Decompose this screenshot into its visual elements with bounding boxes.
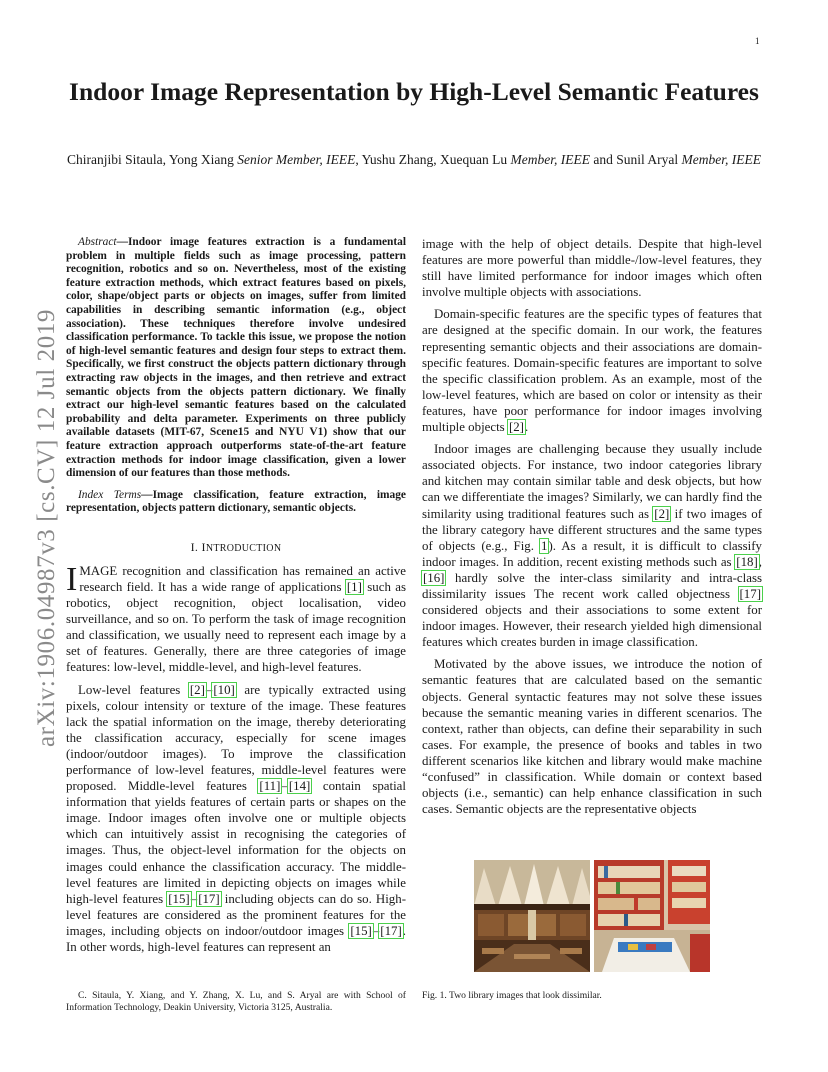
abstract: Abstract—Indoor image features extraction is a fundamental problem in multiple fields such as image processing, pattern recognition, robotics and so on. Nevertheless, most of the existing feature extraction methods, which extract features based on pixels, color, shape/object parts or objects on images, suffer from limited capabilities in describing semantic information (e.g., object association). These techniques therefore involve undesired classification performance. To tackle this issue, we propose the notion of high-level semantic features and design four steps to extract them. Specifically, we first construct the objects pattern dictionary through extracting raw objects in the images, and then retrieve and extract semantic objects from the objects pattern dictionary. We finally extract our high-level semantic features based on the calculated probability and delta parameter. Experiments on three publicly available datasets (MIT-67, Scene15 and NYU V1) show that our feature extraction approach outperforms state-of-the-art feature extraction methods for indoor image classification, given a lower dimension of our features than those methods. bbox=[66, 236, 406, 480]
left-column bbox=[66, 236, 406, 961]
intro-paragraph-2: Low-level features [2]–[10] are typically extracted using pixels, colour intensity or texture of the image. These features lack the spatial information on the image, thereby deteriorating the classification accuracy, especially for scene images (indoor/outdoor images). To improve the classification performance of low-level features, middle-level features were proposed. Middle-level features [11]–[14] contain spatial information that yields features of certain parts or shapes on the image. Indoor images often involve one or multiple objects which can intuitively assist in recognising the categories of images. Thus, the object-level information for the objects on images could enhance the classification accuracy. The middle-level features are limited in depicting objects on images while high-level features [15]–[17] including objects can do so. High-level features are considered as the prominent features for the images, including objects on indoor/outdoor images [15]–[17]. In other words, high-level features can represent an bbox=[66, 682, 406, 955]
citation-link[interactable]: [15] bbox=[350, 923, 372, 938]
page-number: 1 bbox=[755, 36, 760, 46]
author-list: Chiranjibi Sitaula, Yong Xiang Senior Member, IEEE, Yushu Zhang, Xuequan Lu Member, IEEE and Sunil Aryal Member, IEEE bbox=[67, 152, 761, 167]
citation-link[interactable]: [10] bbox=[213, 682, 235, 697]
right-column bbox=[422, 236, 762, 823]
index-terms: Index Terms—Image classification, feature extraction, image representation, objects pattern dictionary, semantic objects. bbox=[66, 488, 406, 515]
right-paragraph-2: Domain-specific features are the specific types of features that are designed at the specific domain. In our work, the features representing semantic objects and their associations are domain-specific features. Domain-specific features are important to solve the specific classification problem. As an example, most of the low-level features, which are based on color or intensity as their features, have poor performance for indoor images involving multiple objects [2]. bbox=[422, 307, 762, 435]
citation-link[interactable]: [14] bbox=[288, 779, 311, 794]
citation-link[interactable]: [2] bbox=[189, 682, 205, 697]
affiliation-footnote: C. Sitaula, Y. Xiang, and Y. Zhang, X. Lu, and S. Aryal are with School of Information Technology, Deakin University, Victoria 3125, Australia. bbox=[66, 990, 406, 1013]
citation-link[interactable]: [15] bbox=[168, 891, 190, 906]
intro-paragraph-1: IMAGE recognition and classification has remained an active research field. It has a wide range of applications [1] such as robotics, object recognition, object localisation, video surveillance, and so on. To perform the task of image recognition and classification, we usually need to represent each image by a set of features. Generally, there are three categories of image features: low-level, middle-level, and high-level features. bbox=[66, 560, 406, 675]
drop-cap: I bbox=[66, 560, 78, 598]
citation-link[interactable]: [11] bbox=[259, 779, 281, 794]
citation-link[interactable]: [18] bbox=[736, 554, 758, 569]
citation-link[interactable]: [2] bbox=[508, 420, 524, 435]
right-paragraph-4: Motivated by the above issues, we introduce the notion of semantic features that are calculated based on the semantic objects. General syntactic features may not solve these issues because the semantic meaning varies in different scenarios. The context, rather than objects, can define their separability in such cases. For example, the presence of books and tables in two different scenarios like kitchen and library would make machine “confused” in classification. While domain or context based objects (i.e., semantic) can help enhance classification in such cases. Semantic objects are the representative objects bbox=[422, 657, 762, 817]
citation-link[interactable]: [2] bbox=[654, 506, 670, 521]
citation-link[interactable]: [17] bbox=[739, 586, 761, 601]
figure-reference-link[interactable]: 1 bbox=[541, 538, 548, 553]
library-photo-shelves bbox=[594, 860, 710, 972]
library-photo-hall bbox=[474, 860, 590, 972]
figure-caption: Fig. 1. Two library images that look dissimilar. bbox=[422, 990, 602, 1001]
citation-link[interactable]: [17] bbox=[198, 891, 220, 906]
right-paragraph-3: Indoor images are challenging because they usually include associated objects. For instance, two indoor categories library and kitchen may contain similar table and desk objects, but how can we differentiate the images? Similarly, we can hardly find the similarity using traditional features such as [2] if two images of the library category have different structures and the same types of objects (e.g., Fig. 1). As a result, it is difficult to classify indoor images. In addition, recent existing methods such as [18], [16] hardly solve the inter-class similarity and intra-class dissimilarity issues The recent work called objectness [17] considered objects and their associations to some extent for indoor images. However, their research yielded high dimensional features which creates burden in image classification. bbox=[422, 442, 762, 650]
citation-link[interactable]: [16] bbox=[423, 570, 445, 585]
right-paragraph-1: image with the help of object details. Despite that high-level features are more powerful than middle-/low-level features, they still have limited performance for indoor images which often involve multiple objects with associations. bbox=[422, 237, 762, 300]
arxiv-identifier: arXiv:1906.04987v3 [cs.CV] 12 Jul 2019 bbox=[33, 308, 60, 748]
paper-title: Indoor Image Representation by High-Level Semantic Features bbox=[69, 77, 759, 106]
section-heading-introduction: I. INTRODUCTION bbox=[190, 539, 282, 554]
citation-link[interactable]: [17] bbox=[380, 923, 402, 938]
citation-link[interactable]: [1] bbox=[346, 579, 362, 594]
